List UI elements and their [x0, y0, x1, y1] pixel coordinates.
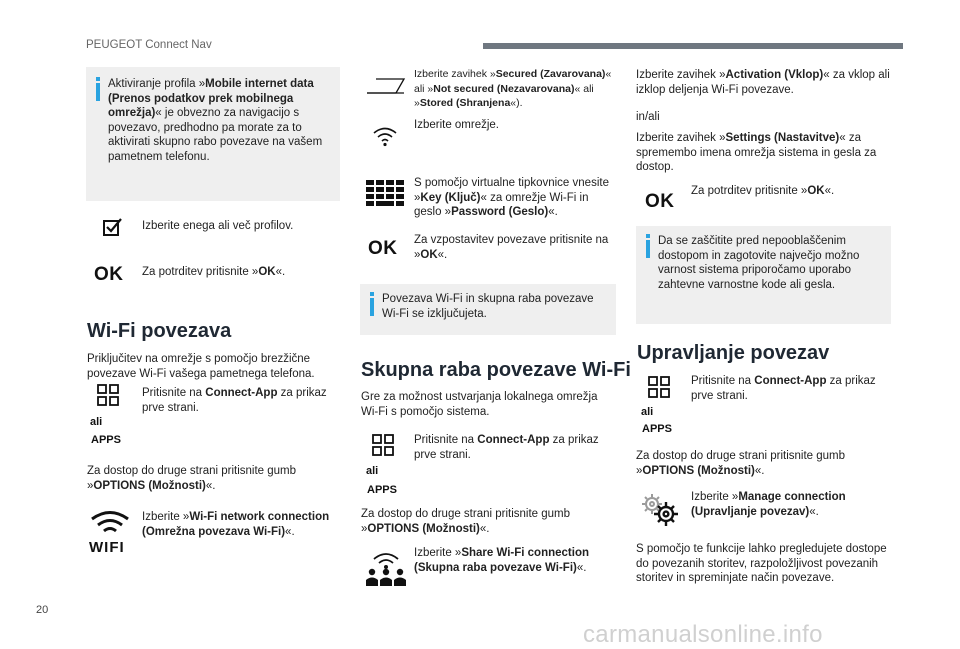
wifi-select-text: Izberite »Wi-Fi network connection (Omrežna povezava Wi-Fi)«.: [142, 511, 330, 538]
keyboard-text: S pomočjo virtualne tipkovnice vnesite »Key (Ključ)« za omrežje Wi-Fi in geslo »Password (Geslo)«.: [414, 177, 609, 218]
settings-text: Izberite zavihek »Settings (Nastavitve)« za spremembo imena omrežja sistema in gesla za dostop.: [636, 132, 877, 173]
section-heading-manage: Upravljanje povezav: [637, 342, 830, 364]
options-text: Za dostop do druge strani pritisnite gumb »OPTIONS (Možnosti)«.: [87, 465, 297, 492]
grid-icon: [648, 376, 670, 398]
wifi-icon: [89, 510, 131, 557]
manage-select-text: Izberite »Manage connection (Upravljanje povezav)«.: [691, 491, 846, 518]
options-text: Za dostop do druge strani pritisnite gumb »OPTIONS (Možnosti)«.: [636, 450, 846, 477]
section-heading-wifi: Wi-Fi povezava: [87, 320, 232, 342]
manage-footer-text: S pomočjo te funkcije lahko pregledujete dostope do povezanih storitev, razpoložljivost povezanih storitev in spreminjate način povezave.: [636, 543, 887, 584]
info-text: Povezava Wi-Fi in skupna raba povezave Wi-Fi se izključujeta.: [382, 293, 594, 320]
activation-text: Izberite zavihek »Activation (Vklop)« za vklop ali izklop deljenja Wi-Fi povezave.: [636, 69, 890, 96]
info-box: [360, 284, 616, 335]
press-connect-text: Pritisnite na Connect-App za prikaz prve strani.: [691, 375, 876, 402]
ali-label: ali: [641, 406, 654, 418]
gears-icon: [640, 492, 680, 526]
in-ali-text: in/ali: [636, 111, 660, 123]
apps-label: APPS: [91, 434, 121, 446]
select-network-text: Izberite omrežje.: [414, 119, 500, 131]
checkbox-icon: [102, 217, 124, 237]
grid-icon: [97, 384, 119, 406]
tabs-text: Izberite zavihek »Secured (Zavarovana)« ali »Not secured (Nezavarovana)« ali »Stored (Shranjena«).: [414, 68, 612, 109]
tab-icon: [366, 77, 406, 95]
confirm-ok-text: Za potrditev pritisnite »OK«.: [142, 266, 286, 278]
info-bar-icon: [96, 83, 100, 101]
watermark: carmanualsonline.info: [583, 621, 823, 648]
press-connect-text: Pritisnite na Connect-App za prikaz prve strani.: [414, 434, 599, 461]
info-text: Aktiviranje profila »Mobile internet data (Prenos podatkov prek mobilnega omrežja)« je obvezno za navigacijo s povezavo, predhodno pa morate za to aktivirati skupno rabo povezave na vašem pametnem telefonu.: [108, 78, 323, 163]
confirm-connection-text: Za vzpostavitev povezave pritisnite na »OK«.: [414, 234, 609, 261]
running-header: PEUGEOT Connect Nav: [86, 39, 212, 51]
header-bar: [483, 43, 903, 49]
info-text: Da se zaščitite pred nepooblaščenim dostopom in zagotovite največjo možno varnost sistema priporočamo uporabo zahtevne varnostne kode ali gesla.: [658, 235, 860, 291]
ok-icon: OK: [645, 191, 675, 212]
options-text: Za dostop do druge strani pritisnite gumb »OPTIONS (Možnosti)«.: [361, 508, 571, 535]
apps-label: APPS: [367, 484, 397, 496]
share-intro-text: Gre za možnost ustvarjanja lokalnega omrežja Wi-Fi s pomočjo sistema.: [361, 391, 598, 418]
confirm-ok-text: Za potrditev pritisnite »OK«.: [691, 185, 835, 197]
info-bar-icon: [646, 240, 650, 258]
ali-label: ali: [90, 416, 103, 428]
info-box: [86, 67, 340, 201]
section-heading-share: Skupna raba povezave Wi-Fi: [361, 359, 631, 381]
info-box: [636, 226, 891, 324]
select-profiles-text: Izberite enega ali več profilov.: [142, 220, 294, 232]
page-number: 20: [36, 604, 49, 616]
apps-label: APPS: [642, 423, 672, 435]
keyboard-icon: [366, 180, 404, 207]
wifi-intro-text: Priključitev na omrežje s pomočjo brezžične povezave Wi-Fi vašega pametnega telefona.: [87, 353, 315, 380]
wifi-word: WIFI: [89, 539, 125, 557]
ali-label: ali: [366, 465, 379, 477]
wifi-icon: [372, 125, 398, 147]
grid-icon: [372, 434, 394, 456]
info-bar-icon: [370, 298, 374, 316]
ok-icon: OK: [94, 264, 124, 285]
press-connect-text: Pritisnite na Connect-App za prikaz prve strani.: [142, 387, 327, 414]
share-users-icon: [366, 549, 406, 587]
share-select-text: Izberite »Share Wi-Fi connection (Skupna raba povezave Wi-Fi)«.: [414, 547, 589, 574]
ok-icon: OK: [368, 238, 398, 259]
